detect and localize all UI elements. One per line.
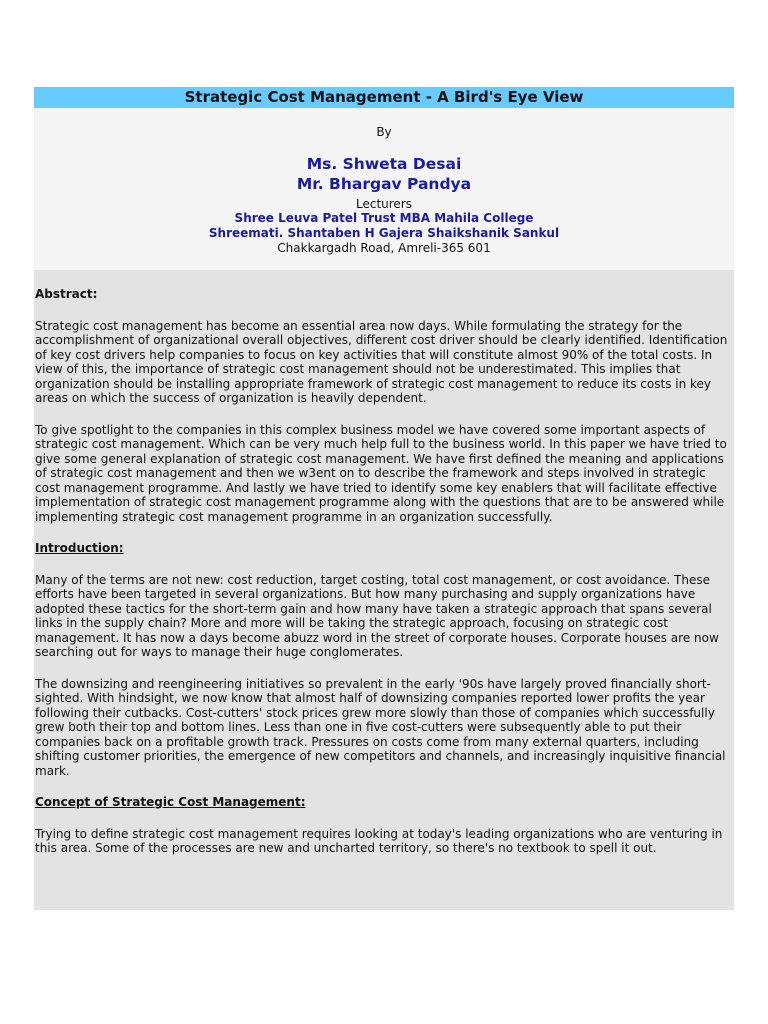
institution-line: Shreemati. Shantaben H Gajera Shaikshanik Sankul xyxy=(208,226,560,240)
institution-address: Chakkargadh Road, Amreli-365 601 xyxy=(277,241,491,255)
institution-line: Shree Leuva Patel Trust MBA Mahila College xyxy=(234,211,534,225)
document-body xyxy=(34,270,734,910)
document-title: Strategic Cost Management - A Bird's Eye View xyxy=(34,87,734,108)
abstract-paragraph: Strategic cost management has become an essential area now days. While formulating the strategy for the accomplishment of organizational overall objectives, different cost driver should be clearly identified. Identification of key cost drivers help companies to focus on key activities that will constitute almost 90% of the total costs. In view of this, the importance of strategic cost management should not be underestimated. This implies that organization should be installing appropriate framework of strategic cost management to reduce its costs in key areas on which the success of organization is heavily dependent. xyxy=(35,318,728,405)
by-label: By xyxy=(376,125,392,139)
introduction-paragraph: The downsizing and reengineering initiatives so prevalent in the early '90s have largely proved financially short-sighted. With hindsight, we now know that almost half of downsizing companies reported lower profits the year following their cutbacks. Cost-cutters' stock prices grew more slowly than those of companies which successfully grew both their top and bottom lines. Less than one in five cost-cutters were subsequently able to put their companies back on a profitable growth track. Pressures on costs come from many external quarters, including shifting customer priorities, the emergence of new competitors and channels, and increasingly inquisitive financial mark. xyxy=(35,676,726,778)
abstract-heading: Abstract: xyxy=(35,287,98,301)
abstract-paragraph: To give spotlight to the companies in this complex business model we have covered some important aspects of strategic cost management. Which can be very much help full to the business world. In this paper we have tried to give some general explanation of strategic cost management. We have first defined the meaning and applications of strategic cost management and then we w3ent on to describe the framework and steps involved in strategic cost management programme. And lastly we have tried to identify some key enablers that will facilitate effective implementation of strategic cost management programme along with the questions that are to be answered while implementing strategic cost management programme in an organization successfully. xyxy=(35,422,727,524)
author-name: Mr. Bhargav Pandya xyxy=(296,175,472,193)
concept-heading: Concept of Strategic Cost Management: xyxy=(35,795,306,809)
introduction-heading: Introduction: xyxy=(35,541,124,555)
author-list xyxy=(34,154,734,194)
author-block xyxy=(34,108,734,270)
introduction-paragraph: Many of the terms are not new: cost reduction, target costing, total cost management, or cost avoidance. These efforts have been targeted in several organizations. But how many purchasing and supply organizations have adopted these tactics for the short-term gain and how many have taken a strategic approach that spans several links in the supply chain? More and more will be taking the strategic approach, focusing on strategic cost management. It has now a days become abuzz word in the street of corporate houses. Corporate houses are now searching out for ways to manage their huge conglomerates. xyxy=(35,572,719,659)
concept-paragraph: Trying to define strategic cost management requires looking at today's leading organizations who are venturing in this area. Some of the processes are new and uncharted territory, so there's no textbook to spell it out. xyxy=(35,826,723,855)
author-role: Lecturers xyxy=(355,197,412,211)
author-name: Ms. Shweta Desai xyxy=(306,155,462,173)
